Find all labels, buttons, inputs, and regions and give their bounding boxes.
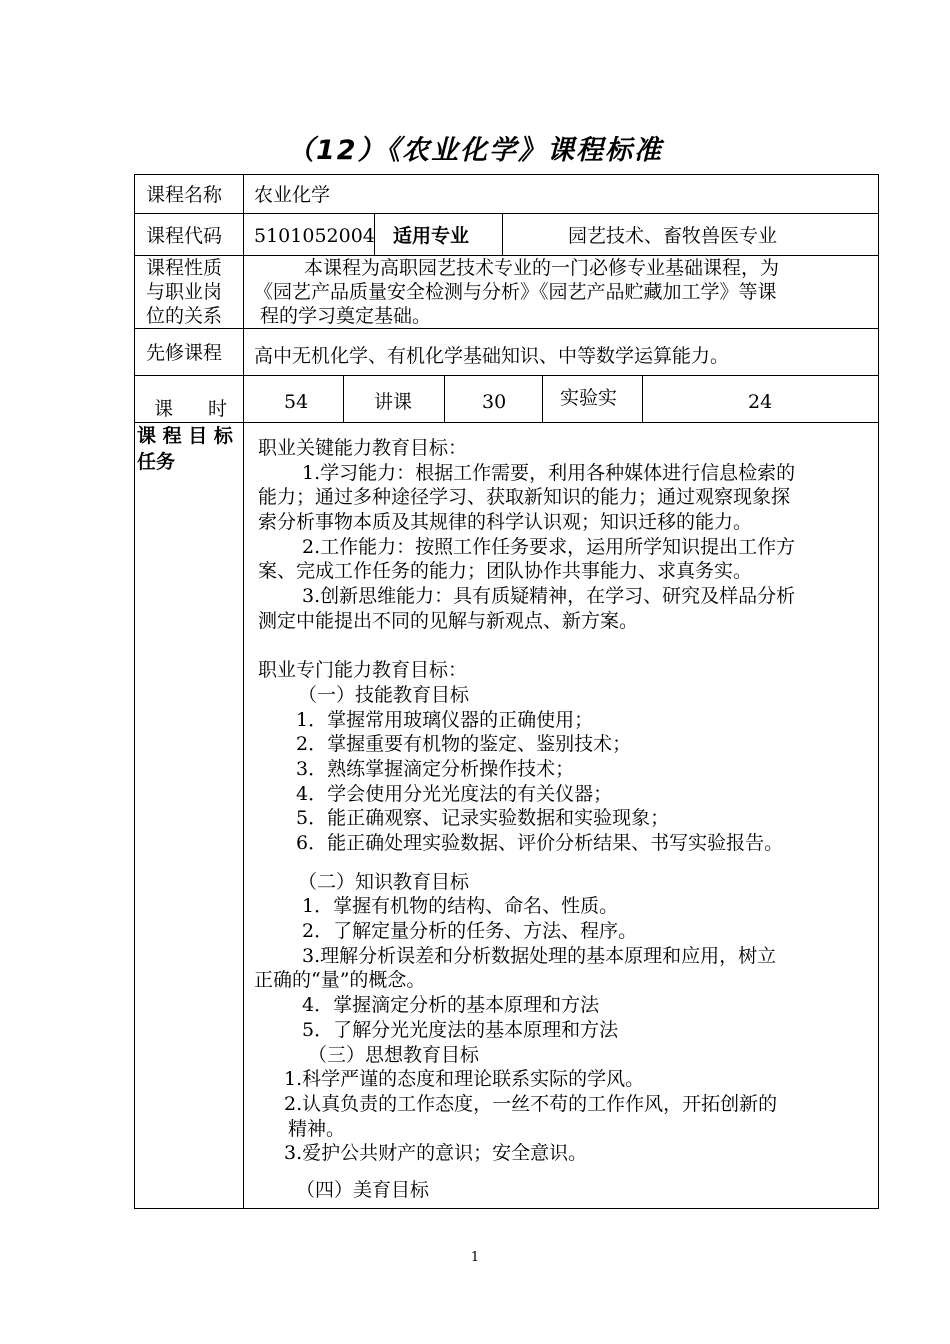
goal-list-item: 6．能正确处理实验数据、评价分析结果、书写实验报告。 — [296, 832, 784, 854]
course-nature-label: 位的关系 — [146, 305, 223, 327]
goal-line: 能力；通过多种途径学习、获取新知识的能力；通过观察现象探 — [258, 486, 791, 509]
course-goal-label: 课 程 目 标 — [137, 425, 233, 447]
goal-list-item: 2．了解定量分析的任务、方法、程序。 — [302, 920, 638, 943]
goal-line: 2.工作能力：按照工作任务要求，运用所学知识提出工作方 — [302, 535, 796, 558]
goal-list-item: 3．熟练掌握滴定分析操作技术； — [296, 757, 575, 780]
goal-list-item: 1．掌握常用玻璃仪器的正确使用； — [296, 708, 594, 731]
column-divider — [502, 213, 503, 255]
goal-list-item: 1．掌握有机物的结构、命名、性质。 — [302, 895, 619, 918]
course-goals-content — [254, 436, 876, 1203]
row-divider — [134, 328, 879, 329]
goal-list-item: 精神。 — [288, 1117, 346, 1140]
goal-heading: 职业专门能力教育目标： — [258, 659, 468, 682]
applicable-major-value: 园艺技术、畜牧兽医专业 — [568, 225, 778, 247]
goal-list-item: 4．掌握滴定分析的基本原理和方法 — [302, 994, 600, 1017]
goal-line: 3.创新思维能力：具有质疑精神，在学习、研究及样品分析 — [302, 585, 796, 608]
course-nature-label: 课程性质 — [146, 257, 223, 279]
course-nature-label: 与职业岗 — [146, 281, 223, 303]
lecture-hours-value: 30 — [482, 391, 507, 413]
goal-line: 案、完成工作任务的能力；团队协作共事能力、求真务实。 — [258, 560, 753, 583]
course-name-value: 农业化学 — [254, 184, 331, 206]
table-border-bottom — [134, 1208, 879, 1209]
goal-line: 索分析事物本质及其规律的科学认识观；知识迁移的能力。 — [258, 511, 753, 534]
row-divider — [134, 213, 879, 214]
course-name-label: 课程名称 — [146, 184, 223, 206]
goal-list-item: 3.爱护公共财产的意识；安全意识。 — [284, 1142, 588, 1165]
total-hours-value: 54 — [284, 391, 309, 413]
blank-line — [258, 1166, 876, 1178]
page-number: 1 — [470, 1250, 480, 1265]
course-goal-label: 任务 — [137, 451, 176, 473]
prerequisite-value: 高中无机化学、有机化学基础知识、中等数学运算能力。 — [254, 345, 730, 367]
course-code-value: 5101052004 — [254, 225, 375, 247]
course-nature-text: 本课程为高职园艺技术专业的一门必修专业基础课程，为 — [304, 257, 780, 279]
goal-list-item: 2.认真负责的工作态度，一丝不苟的工作作风，开拓创新的 — [284, 1092, 778, 1115]
goal-subheading: （四）美育目标 — [296, 1178, 430, 1201]
prerequisite-label: 先修课程 — [146, 342, 223, 364]
lab-label: 实验实 — [560, 387, 618, 409]
blank-line — [258, 856, 876, 870]
table-border-top — [134, 174, 879, 175]
course-nature-text: 程的学习奠定基础。 — [260, 305, 432, 327]
course-code-label: 课程代码 — [146, 225, 223, 247]
column-divider — [642, 375, 643, 422]
blank-line — [258, 634, 876, 659]
column-divider — [444, 375, 445, 422]
applicable-major-label: 适用专业 — [393, 225, 470, 247]
table-border-left — [134, 174, 135, 1208]
goal-line: 1.学习能力：根据工作需要，利用各种媒体进行信息检索的 — [302, 461, 796, 484]
goal-heading: 职业关键能力教育目标： — [258, 437, 468, 459]
goal-list-item: 2．掌握重要有机物的鉴定、鉴别技术； — [296, 733, 632, 756]
goal-subheading: （三）思想教育目标 — [308, 1043, 480, 1066]
goal-list-item: 3.理解分析误差和分析数据处理的基本原理和应用，树立 — [302, 944, 777, 967]
goal-list-item: 5．能正确观察、记录实验数据和实验现象； — [296, 807, 670, 830]
goal-list-item: 5．了解分光光度法的基本原理和方法 — [302, 1018, 619, 1041]
table-border-right — [878, 174, 879, 1208]
goal-subheading: （二）知识教育目标 — [298, 870, 470, 893]
goal-subheading: （一）技能教育目标 — [298, 683, 470, 706]
goal-list-item: 1.科学严谨的态度和理论联系实际的学风。 — [284, 1068, 645, 1091]
goal-list-item: 4．学会使用分光光度法的有关仪器； — [296, 782, 613, 805]
course-nature-text: 《园艺产品质量安全检测与分析》《园艺产品贮藏加工学》等课 — [254, 281, 777, 303]
hours-label: 课 — [154, 398, 174, 420]
column-divider — [542, 375, 543, 422]
hours-label: 时 — [208, 398, 228, 420]
row-divider — [134, 422, 879, 423]
document-title: （12）《农业化学》课程标准 — [286, 135, 664, 166]
row-divider — [134, 375, 879, 376]
goal-line: 测定中能提出不同的见解与新观点、新方案。 — [258, 609, 639, 632]
course-standard-table — [134, 174, 879, 1208]
label-column-divider — [243, 174, 244, 1208]
goal-list-item: 正确的“量”的概念。 — [254, 969, 426, 992]
column-divider — [343, 375, 344, 422]
lecture-label: 讲课 — [374, 391, 413, 413]
lab-hours-value: 24 — [748, 391, 773, 413]
